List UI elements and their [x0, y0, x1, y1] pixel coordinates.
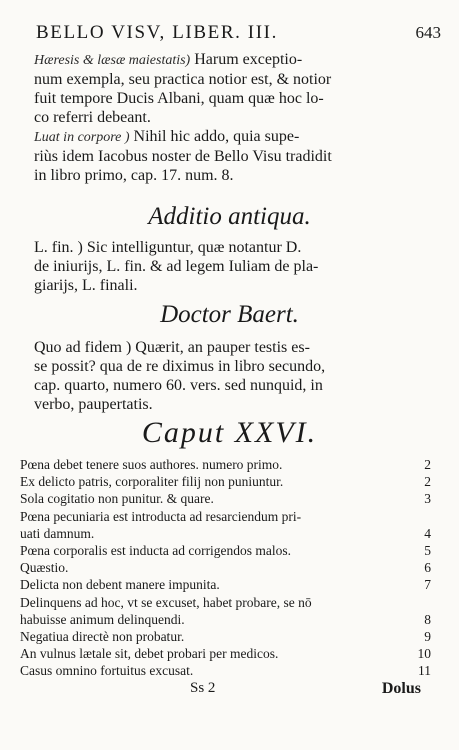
- paragraph-line: fuit tempore Ducis Albani, quam quæ hoc lo-: [34, 90, 324, 107]
- index-text: habuisse animum delinquendi.: [20, 611, 185, 627]
- paragraph-line: verbo, paupertatis.: [34, 396, 153, 413]
- paragraph-line: se possit? qua de re diximus in libro secundo,: [34, 358, 326, 375]
- paragraph-text: Nihil hic addo, quia supe-: [133, 128, 300, 145]
- page-footer: [0, 680, 459, 700]
- index-text: Pœna corporalis est inducta ad corrigendos malos.: [20, 542, 292, 558]
- paragraph-line: co referri debeant.: [34, 109, 151, 126]
- catchword: Dolus: [381, 680, 421, 697]
- index-text: Delinquens ad hoc, vt se excuset, habet probare, se nō: [20, 594, 312, 610]
- index-text: Casus omnino fortuitus excusat.: [20, 663, 194, 679]
- index-text: Sola cogitatio non punitur. & quare.: [20, 491, 214, 507]
- index-row: [20, 473, 431, 490]
- index-number: 9: [424, 628, 431, 644]
- index-row: [20, 594, 431, 611]
- index-text: Negatiua directè non probatur.: [20, 628, 185, 644]
- index-number: 6: [424, 560, 431, 576]
- signature-mark: Ss 2: [190, 680, 216, 696]
- index-row: [20, 559, 431, 576]
- index-number: 7: [424, 577, 431, 593]
- index-row: [20, 645, 431, 662]
- index-text: Ex delicto patris, corporaliter filij non puniuntur.: [20, 474, 284, 490]
- paragraph-line: riùs idem Iacobus noster de Bello Visu tradidit: [34, 148, 332, 165]
- paragraph-line: [34, 127, 437, 147]
- heading-caput: Caput XXVI.: [141, 416, 318, 449]
- gloss-lemma: Hæresis & læsæ maiestatis): [34, 53, 191, 68]
- index-text: An vulnus lætale sit, debet probari per medicos.: [20, 646, 279, 662]
- paragraph-line: L. fin. ) Sic intelliguntur, quæ notantur D.: [34, 239, 302, 256]
- paragraph-line: num exempla, seu practica notior est, & notior: [34, 71, 332, 88]
- paragraph-line: cap. quarto, numero 60. vers. sed nunquid, in: [34, 377, 323, 394]
- page-header: [36, 22, 441, 48]
- index-row: [20, 662, 431, 679]
- index-number: 11: [418, 663, 431, 679]
- index-row: [20, 490, 431, 507]
- index-row: [20, 525, 431, 542]
- index-row: [20, 508, 431, 525]
- paragraph-additio: [34, 238, 437, 295]
- index-number: 5: [424, 542, 431, 558]
- index-row: [20, 611, 431, 628]
- paragraph-line: Quo ad fidem ) Quærit, an pauper testis es-: [34, 339, 310, 356]
- paragraph-text: Harum exceptio-: [194, 51, 303, 68]
- paragraph-line: de iniurijs, L. fin. & ad legem Iuliam de pla-: [34, 258, 319, 275]
- running-title: BELLO VISV, LIBER. III.: [36, 22, 278, 43]
- index-text: uati damnum.: [20, 525, 95, 541]
- index-row: [20, 628, 431, 645]
- index-text: Pœna debet tenere suos authores. numero primo.: [20, 457, 283, 472]
- paragraph-line: giarijs, L. finali.: [34, 277, 138, 294]
- index-text: Delicta non debent manere impunita.: [20, 577, 220, 593]
- index-text: Quæstio.: [20, 560, 69, 576]
- heading-doctor: Doctor Baert.: [160, 301, 299, 328]
- page-number: 643: [415, 23, 441, 42]
- paragraph-line: in libro primo, cap. 17. num. 8.: [34, 167, 234, 184]
- index-number: 3: [424, 491, 431, 507]
- paragraph-doctor: [34, 338, 437, 414]
- index-number: 8: [424, 611, 431, 627]
- index-number: 4: [424, 525, 431, 541]
- paragraph-haeresis: [34, 50, 437, 127]
- chapter-index: [20, 456, 431, 679]
- heading-additio: Additio antiqua.: [148, 203, 311, 230]
- paragraph-luat: [34, 127, 437, 185]
- index-row: [20, 542, 431, 559]
- gloss-lemma: Luat in corpore ): [34, 130, 130, 145]
- index-number: 2: [424, 457, 431, 472]
- index-row: [20, 576, 431, 593]
- index-text: Pœna pecuniaria est introducta ad resarciendum pri-: [20, 508, 302, 524]
- index-row: [20, 456, 431, 473]
- index-number: 2: [424, 474, 431, 490]
- index-number: 10: [417, 646, 431, 662]
- paragraph-line: [34, 50, 437, 70]
